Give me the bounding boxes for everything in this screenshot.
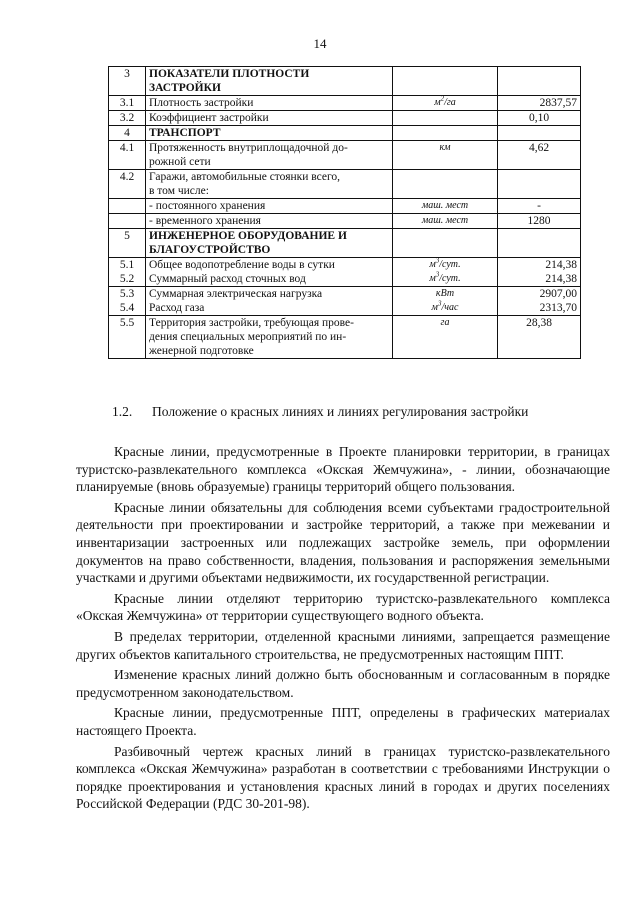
indicator-name-text: Суммарная электрическая нагрузка (149, 288, 323, 300)
row-number (109, 229, 146, 258)
indicator-name (146, 199, 393, 214)
unit (393, 199, 498, 214)
unit-text: га (440, 317, 450, 328)
table-row (109, 111, 581, 126)
unit (393, 126, 498, 141)
table-row (109, 170, 581, 199)
paragraph: Изменение красных линий должно быть обоснованным и согласованным в порядке предусмотренном законодательством. (76, 667, 610, 700)
row-number-text: 5.2 (119, 273, 135, 285)
indicator-name (146, 229, 393, 258)
row-number-text: 4.2 (119, 171, 135, 183)
table-row (109, 141, 581, 170)
value (498, 214, 581, 229)
row-number-text: 5.1 (119, 259, 135, 271)
unit (393, 214, 498, 229)
unit-text: $м^3$/час (431, 299, 459, 313)
paragraph: Разбивочный чертеж красных линий в границах туристско-развлекательного комплекса «Окская Жемчужина» разработан в соответствии с требованиями Инструкции о порядке проектирования и установления красных линий в городах и других поселениях Российской Федерации (РДС 30-201-98). (76, 743, 610, 812)
row-number-text: 5.4 (119, 302, 135, 314)
value-text: 4,62 (528, 142, 550, 154)
paragraph: Красные линии обязательны для соблюдения всеми субъектами градостроительной деятельности при проектировании и застройке территорий, а также при межевании и инвентаризации застроенных или подлежащих застройке земель, при оформлении документов на право собственности, владения, пользования и распоряжения земельными участками и другими объектами недвижимости, их государственной регистрации. (76, 499, 610, 586)
paragraph: Красные линии отделяют территорию туристско-развлекательного комплекса «Окская Жемчужина» от территории существующего водного объекта. (76, 590, 610, 624)
indicator-name (146, 126, 393, 141)
unit (393, 258, 498, 287)
row-number (109, 170, 146, 199)
paragraph: Красные линии, предусмотренные ППТ, определены в графических материалах настоящего Проекта. (76, 705, 610, 738)
indicator-name-text: - временного хранения (149, 215, 261, 227)
unit (393, 229, 498, 258)
indicator-name (146, 96, 393, 111)
value-text: 214,38 (545, 273, 577, 285)
table-row (109, 199, 581, 214)
unit-text: маш. мест (421, 200, 469, 211)
indicator-name-text: Территория застройки, требующая прове- (149, 317, 354, 329)
row-number (109, 111, 146, 126)
indicator-name (146, 258, 393, 287)
table-row (109, 96, 581, 111)
unit-text: км (439, 142, 451, 153)
page-number: 14 (313, 36, 327, 51)
value (498, 111, 581, 126)
indicator-name (146, 170, 393, 199)
unit (393, 67, 498, 96)
unit (393, 170, 498, 199)
unit (393, 287, 498, 316)
indicator-name-text: Протяженность внутриплощадочной до- (149, 142, 348, 154)
indicator-name-text: женерной подготовке (149, 345, 254, 357)
indicator-name-text: - постоянного хранения (149, 200, 266, 212)
value (498, 141, 581, 170)
indicator-name (146, 287, 393, 316)
indicator-name-text: дения специальных мероприятий по ин- (149, 331, 347, 343)
row-number (109, 316, 146, 359)
indicator-name-text: Коэффициент застройки (149, 112, 269, 124)
row-number (109, 141, 146, 170)
unit-text: $м^3$/сут. (429, 270, 461, 284)
unit-text: $м^2/га$ (434, 94, 456, 108)
value-text: 2907,00 (539, 288, 577, 300)
value-text: 214,38 (545, 259, 577, 271)
unit-text (396, 126, 494, 140)
value (498, 229, 581, 258)
paragraph: В пределах территории, отделенной красными линиями, запрещается размещение других объектов капитального строительства, не предусмотренных настоящим ППТ. (76, 628, 610, 662)
row-number-text (112, 199, 142, 213)
unit-text (396, 229, 494, 243)
unit-text: маш. мест (421, 215, 469, 226)
value (498, 96, 581, 111)
indicator-name (146, 316, 393, 359)
unit-text: $м^3$/сут. (429, 256, 461, 270)
value (498, 126, 581, 141)
table-row (109, 287, 581, 316)
value (498, 170, 581, 199)
unit-text: кВт (435, 288, 455, 299)
indicator-name-text: БЛАГОУСТРОЙСТВО (149, 244, 271, 256)
row-number-text: 3 (124, 68, 130, 80)
row-number (109, 258, 146, 287)
row-number (109, 287, 146, 316)
value-text: 2313,70 (539, 302, 577, 314)
indicator-name (146, 141, 393, 170)
indicator-name-text: Плотность застройки (149, 97, 254, 109)
table-row (109, 229, 581, 258)
unit (393, 96, 498, 111)
indicators-table (108, 66, 581, 359)
value-text: 0,10 (528, 112, 550, 124)
table-row (109, 214, 581, 229)
value-text: 28,38 (526, 317, 552, 329)
indicator-name (146, 67, 393, 96)
row-number (109, 96, 146, 111)
section-heading (112, 404, 592, 420)
row-number (109, 199, 146, 214)
table-row (109, 126, 581, 141)
row-number (109, 214, 146, 229)
row-number-text: 5.3 (119, 288, 135, 300)
value (498, 316, 581, 359)
value (498, 199, 581, 214)
unit-text (396, 170, 494, 184)
indicator-name-text: Расход газа (149, 302, 205, 314)
value (498, 258, 581, 287)
indicator-name-text: в том числе: (149, 185, 209, 197)
value-text (501, 126, 577, 140)
value-text: 2837,57 (539, 97, 577, 109)
indicator-name-text: ПОКАЗАТЕЛИ ПЛОТНОСТИ (149, 68, 310, 80)
table-row (109, 67, 581, 96)
indicator-name-text: ТРАНСПОРТ (149, 127, 221, 139)
value (498, 287, 581, 316)
unit-text (396, 111, 494, 125)
section-title: Положение о красных линиях и линиях регулирования застройки (152, 404, 529, 419)
row-number (109, 67, 146, 96)
unit-text (396, 67, 494, 81)
row-number-text: 4.1 (119, 142, 135, 154)
value (498, 67, 581, 96)
row-number-text (112, 214, 142, 228)
table-row (109, 316, 581, 359)
unit (393, 111, 498, 126)
indicator-name-text: Гаражи, автомобильные стоянки всего, (149, 171, 341, 183)
value-text (501, 170, 577, 184)
unit (393, 141, 498, 170)
row-number-text: 5 (124, 230, 130, 242)
value-text (501, 229, 577, 243)
indicator-name (146, 111, 393, 126)
table-row (109, 258, 581, 287)
row-number-text: 3.2 (119, 112, 135, 124)
indicator-name-text: Общее водопотребление воды в сутки (149, 259, 335, 271)
value-text: 1280 (527, 215, 551, 227)
row-number-text: 3.1 (119, 97, 135, 109)
indicator-name-text: Суммарный расход сточных вод (149, 273, 306, 285)
section-number: 1.2. (112, 404, 133, 419)
unit (393, 316, 498, 359)
row-number-text: 4 (124, 127, 130, 139)
paragraph: Красные линии, предусмотренные в Проекте планировки территории, в границах туристско-развлекательного комплекса «Окская Жемчужина», - линии, обозначающие планируемые (вновь образуемые) границы территорий общего пользования. (76, 444, 610, 495)
value-text: - (537, 200, 541, 212)
row-number-text: 5.5 (119, 317, 135, 329)
body-text (76, 443, 610, 816)
indicator-name (146, 214, 393, 229)
value-text (501, 67, 577, 81)
indicator-name-text: ИНЖЕНЕРНОЕ ОБОРУДОВАНИЕ И (149, 230, 347, 242)
row-number (109, 126, 146, 141)
indicator-name-text: ЗАСТРОЙКИ (149, 82, 221, 94)
indicator-name-text: рожной сети (149, 156, 211, 168)
